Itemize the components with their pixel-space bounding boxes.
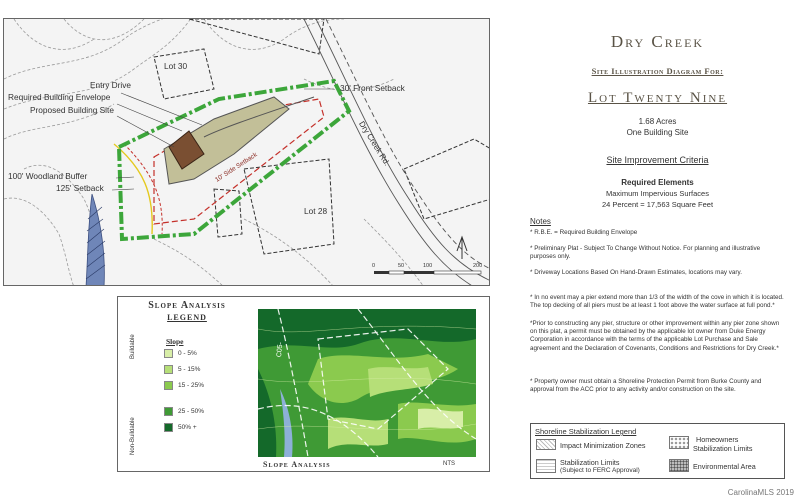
label-proposed-building-site: Proposed Building Site (30, 105, 114, 115)
non-buildable-label: Non-Buildable (130, 417, 136, 455)
impact-zone-swatch (536, 439, 556, 450)
slope-range-0-5: 0 - 5% (178, 350, 197, 357)
info-panel (530, 18, 785, 478)
lot-site-count: One Building Site (626, 128, 689, 137)
scale-100: 100 (423, 263, 433, 269)
site-map-drawing (4, 19, 490, 286)
shoreline-legend (530, 423, 785, 479)
label-entry-drive: Entry Drive (90, 80, 132, 90)
slope-range-15-25: 15 - 25% (178, 382, 205, 389)
north-arrow-icon (457, 237, 467, 259)
buildable-label: Buildable (130, 334, 136, 359)
note-item: * In no event may a pier extend more than 1/3 of the width of the cove in which it is located. The top decking of all piers must be at least 1 foot above the water surface at full pond.* (530, 294, 784, 310)
slope-range-25-50: 25 - 50% (178, 408, 205, 415)
slope-map-image (258, 309, 476, 457)
homeowners-label-2: Stabilization Limits (693, 444, 753, 453)
label-lot-28: Lot 28 (304, 206, 328, 216)
slope-legend-heading: LEGEND (167, 313, 207, 322)
label-side-setback: 10' Side Setback (214, 151, 259, 184)
label-lot-30: Lot 30 (164, 61, 188, 71)
stabilization-swatch (536, 459, 556, 473)
lot-right-outline (404, 139, 490, 219)
environmental-swatch (669, 459, 689, 472)
slope-swatch-5-15 (164, 365, 173, 374)
label-front-setback: 30' Front Setback (340, 83, 405, 93)
lot-title: Lot Twenty Nine (587, 90, 728, 106)
impervious-label: Maximum Impervious Surfaces (606, 189, 709, 198)
notes-heading: Notes (530, 217, 551, 226)
slope-analysis-panel (117, 296, 490, 472)
slope-swatch-25-50 (164, 407, 173, 416)
slope-footer-title: Slope Analysis (263, 460, 331, 469)
site-map-panel (3, 18, 490, 286)
label-dry-creek-road: Dry Creek Rd. (357, 119, 392, 168)
note-item: * Preliminary Plat - Subject To Change Without Notice. For planning and illustrative purposes only. (530, 245, 761, 261)
scale-50: 50 (398, 263, 405, 269)
slope-range-50-plus: 50% + (178, 424, 197, 431)
nts-label: NTS (443, 461, 455, 467)
lot-acres: 1.68 Acres (638, 117, 677, 126)
homeowners-label: Homeowners (696, 435, 739, 444)
label-woodland-buffer: 100' Woodland Buffer (8, 171, 88, 181)
slope-swatch-15-25 (164, 381, 173, 390)
label-125-setback: 125' Setback (56, 183, 104, 193)
stabilization-label: Stabilization Limits (560, 458, 620, 467)
required-elements-heading: Required Elements (621, 178, 694, 187)
slope-contour-label: C05- (276, 341, 285, 358)
environmental-label: Environmental Area (693, 462, 756, 471)
lot-30-outline (154, 49, 214, 99)
note-item: * R.B.E. = Required Building Envelope (530, 229, 638, 236)
slope-swatch-50-plus (164, 423, 173, 432)
slope-swatch-0-5 (164, 349, 173, 358)
stabilization-label-2: (Subject to FERC Approval) (560, 467, 640, 474)
lot-top-outline (189, 19, 324, 54)
note-item: *Prior to constructing any pier, structure or other improvement within any pier zone shown on this plat, a permit must be obtained by the applicable lot owner from Duke Energy Corporation in accordance with the terms of the applicable Lot Purchase and Sale agreement and the Declaration of Covenants, Conditions and Restrictions for Dry Creek.* (530, 320, 780, 352)
impact-zone-label: Impact Minimization Zones (560, 441, 646, 450)
slope-range-5-15: 5 - 15% (178, 366, 201, 373)
note-item: * Property owner must obtain a Shoreline Protection Permit from Burke County and approval from the ACC prior to any activity and/or construction on the site. (530, 378, 762, 394)
label-required-building-envelope: Required Building Envelope (8, 92, 111, 102)
homeowners-swatch (669, 436, 689, 449)
slope-label: Slope (166, 337, 184, 346)
slope-analysis-title: Slope Analysis (148, 300, 226, 311)
impervious-value: 24 Percent = 17,563 Square Feet (601, 200, 714, 209)
page-subtitle: Site Illustration Diagram For: (591, 66, 724, 76)
note-item: * Driveway Locations Based On Hand-Drawn Estimates, locations may vary. (530, 269, 742, 276)
shoreline-legend-title: Shoreline Stabilization Legend (535, 427, 637, 436)
criteria-heading: Site Improvement Criteria (606, 155, 709, 165)
mls-credit: CarolinaMLS 2019 (727, 488, 794, 497)
page-title: Dry Creek (610, 32, 705, 51)
scale-0: 0 (372, 263, 376, 269)
scale-bar (374, 271, 481, 274)
scale-200: 200 (473, 263, 483, 269)
